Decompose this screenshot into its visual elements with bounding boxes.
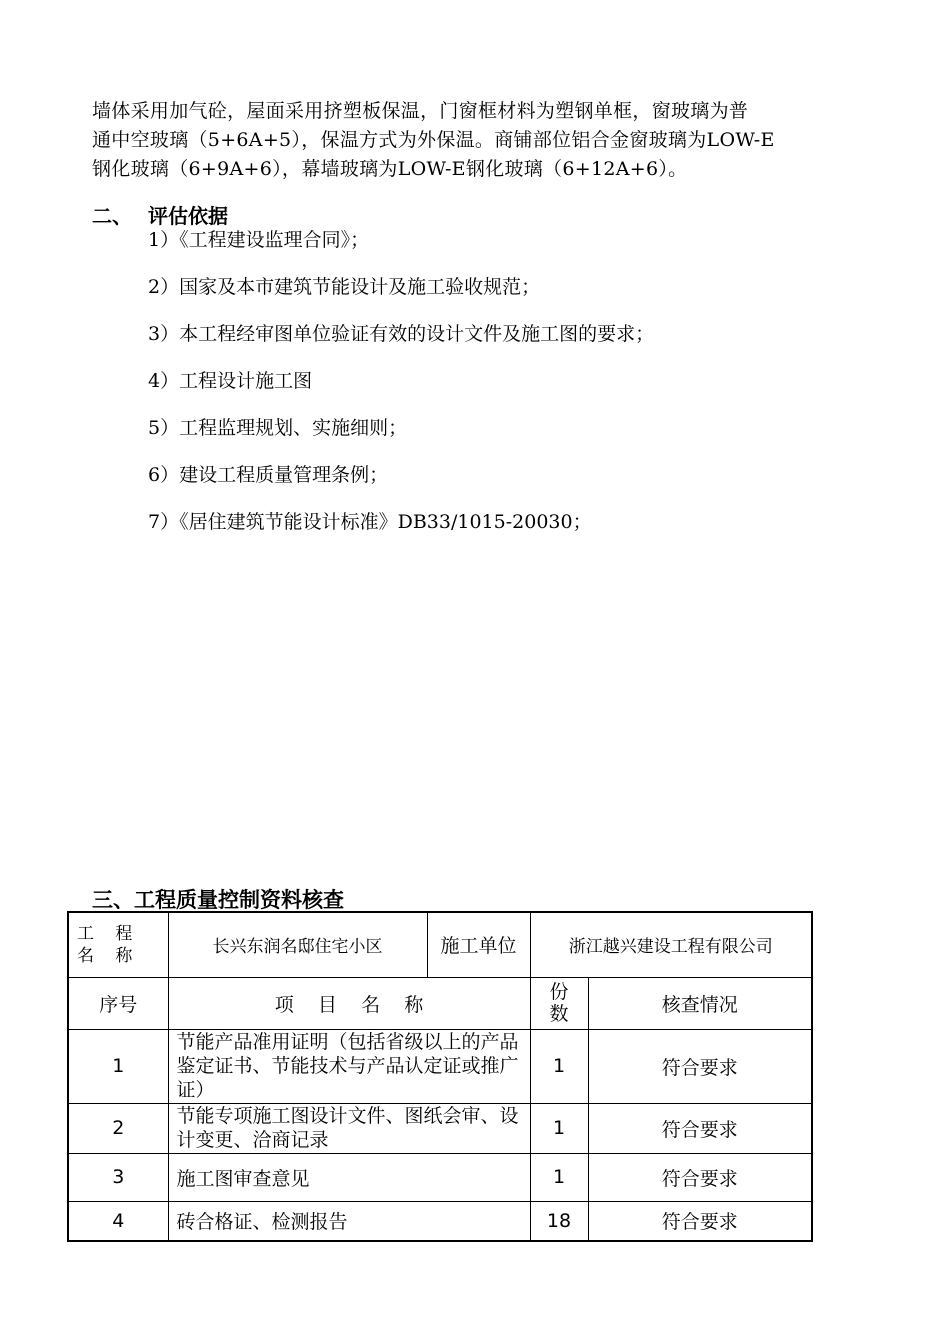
row-status: 符合要求 (588, 1201, 812, 1241)
row-count: 1 (530, 1103, 588, 1153)
list-item: 5）工程监理规划、实施细则； (148, 417, 408, 439)
basis-list (148, 226, 654, 555)
row-count: 1 (530, 1029, 588, 1103)
row-seq: 1 (68, 1029, 168, 1103)
row-count: 18 (530, 1201, 588, 1241)
row-count: 1 (530, 1153, 588, 1201)
row-item: 节能产品准用证明（包括省级以上的产品鉴定证书、节能技术与产品认定证或推广证） (168, 1029, 530, 1103)
row-item: 节能专项施工图设计文件、图纸会审、设计变更、洽商记录 (168, 1103, 530, 1153)
row-status: 符合要求 (588, 1029, 812, 1103)
list-item: 2）国家及本市建筑节能设计及施工验收规范； (148, 276, 541, 298)
row-item: 施工图审查意见 (168, 1153, 530, 1201)
section-heading-quality-check: 三、工程质量控制资料核查 (92, 888, 344, 912)
list-item: 6）建设工程质量管理条例； (148, 464, 389, 486)
intro-line: 钢化玻璃（6+9A+6），幕墙玻璃为LOW-E钢化玻璃（6+12A+6）。 (92, 158, 688, 180)
header-count: 份数 (530, 977, 588, 1029)
contractor-label-cell: 施工单位 (427, 912, 530, 977)
intro-line: 通中空玻璃（5+6A+5），保温方式为外保温。商铺部位铝合金窗玻璃为LOW-E (92, 129, 775, 151)
row-item: 砖合格证、检测报告 (168, 1201, 530, 1241)
intro-paragraph (92, 97, 867, 184)
project-label-cell: 工 程 名 称 (68, 912, 168, 977)
header-item: 项 目 名 称 (168, 977, 530, 1029)
intro-line: 墙体采用加气砼，屋面采用挤塑板保温，门窗框材料为塑钢单框，窗玻璃为普 (92, 100, 749, 122)
section-title: 评估依据 (148, 204, 228, 228)
list-item: 3）本工程经审图单位验证有效的设计文件及施工图的要求； (148, 323, 655, 345)
table-row (68, 1029, 812, 1103)
header-seq: 序号 (68, 977, 168, 1029)
table-row (68, 1201, 812, 1241)
row-status: 符合要求 (588, 1153, 812, 1201)
table-header-row (68, 977, 812, 1029)
header-status: 核查情况 (588, 977, 812, 1029)
list-item: 4）工程设计施工图 (148, 370, 313, 392)
section-heading-basis (92, 200, 228, 229)
section-number: 二、 (92, 204, 132, 228)
project-name-cell: 长兴东润名邸住宅小区 (168, 912, 427, 977)
quality-check-table (67, 911, 813, 1242)
row-seq: 3 (68, 1153, 168, 1201)
row-status: 符合要求 (588, 1103, 812, 1153)
table-row (68, 1153, 812, 1201)
table-row (68, 1103, 812, 1153)
row-seq: 4 (68, 1201, 168, 1241)
list-item: 7）《居住建筑节能设计标准》DB33/1015-20030； (148, 511, 592, 533)
list-item: 1）《工程建设监理合同》； (148, 229, 370, 251)
row-seq: 2 (68, 1103, 168, 1153)
contractor-name-cell: 浙江越兴建设工程有限公司 (530, 912, 812, 977)
table-row-project (68, 912, 812, 977)
